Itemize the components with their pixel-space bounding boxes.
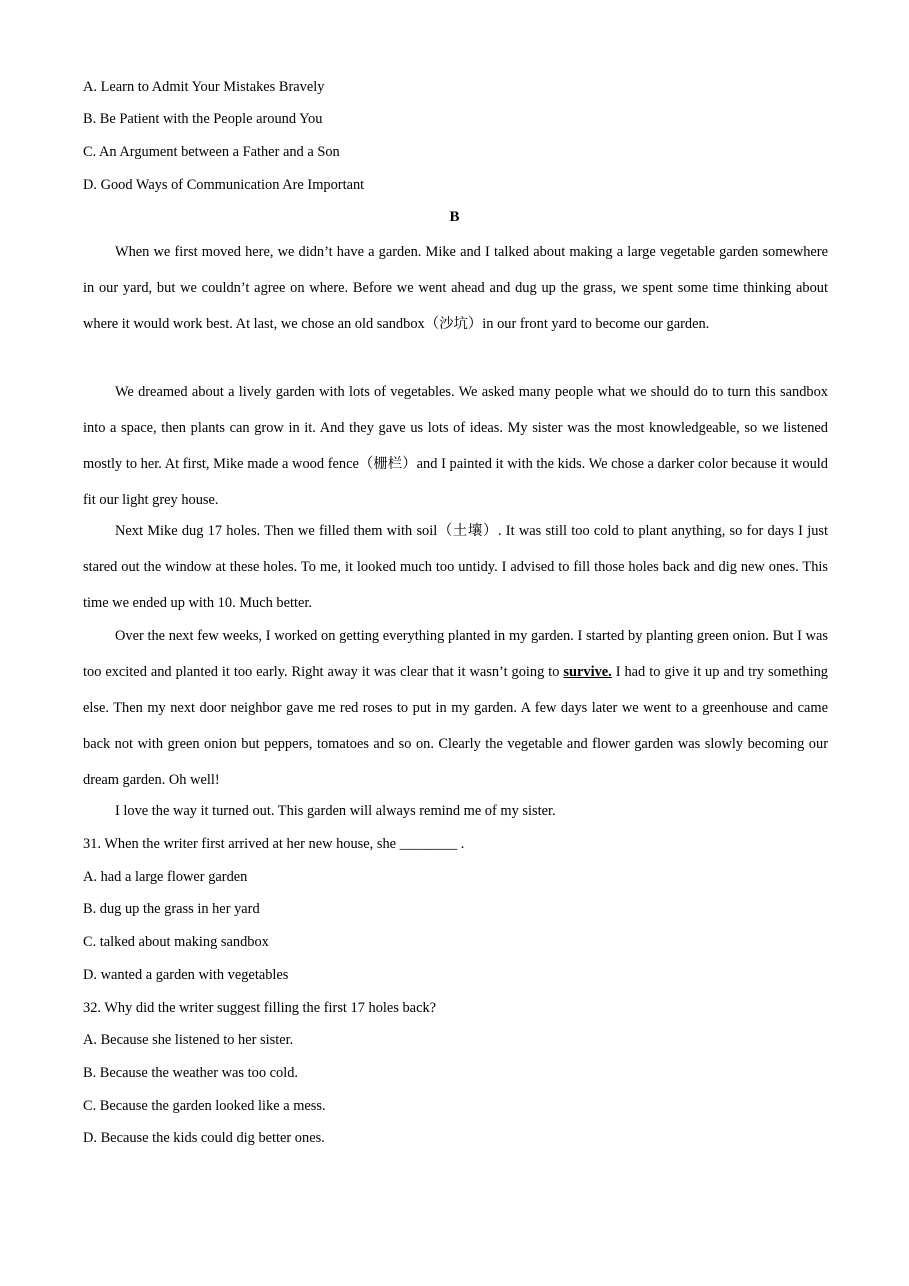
paragraph-4-text-before: Over the next few weeks, I worked on getting everything planted in my garden. I started by planting green onion. But I was too excited and planted it too early. Right away it was clear that it wasn’t going to <box>83 628 828 680</box>
passage-heading: B <box>449 209 460 225</box>
question-32-option-d: D. Because the kids could dig better ones. <box>83 1130 325 1146</box>
question-31-stem: 31. When the writer first arrived at her new house, she ________ . <box>83 836 465 852</box>
paragraph-4-text-after: I had to give it up and try something else. Then my next door neighbor gave me red roses to put in my garden. A few days later we went to a greenhouse and came back not with green onion but peppers, tomatoes and so on. Clearly the vegetable and flower garden was slowly becoming our dream garden. Oh well! <box>83 664 829 788</box>
question-31-option-d: D. wanted a garden with vegetables <box>83 967 289 983</box>
passage-paragraph-3: Next Mike dug 17 holes. Then we filled them with soil（土壤）. It was still too cold to plant anything, so for days I just stared out the window at these holes. To me, it looked much too untidy. I advised to fill those holes back and dig new ones. This time we ended up with 10. Much better. <box>83 523 828 611</box>
passage-paragraph-2: We dreamed about a lively garden with lots of vegetables. We asked many people what we should do to turn this sandbox into a space, then plants can grow in it. And they gave us lots of ideas. My sister was the most knowledgeable, so we listened mostly to her. At first, Mike made a wood fence（栅栏）and I painted it with the kids. We chose a darker color because it would fit our light grey house. <box>83 384 828 508</box>
option-d: D. Good Ways of Communication Are Important <box>83 177 365 193</box>
passage-paragraph-4 <box>83 618 828 798</box>
question-32-option-a: A. Because she listened to her sister. <box>83 1032 294 1048</box>
passage-paragraph-5: I love the way it turned out. This garden will always remind me of my sister. <box>115 803 556 819</box>
question-32-stem: 32. Why did the writer suggest filling the first 17 holes back? <box>83 1000 437 1016</box>
question-31-option-c: C. talked about making sandbox <box>83 934 269 950</box>
question-32-option-c: C. Because the garden looked like a mess. <box>83 1098 326 1114</box>
passage-paragraph-1: When we first moved here, we didn’t have a garden. Mike and I talked about making a large vegetable garden somewhere in our yard, but we couldn’t agree on where. Before we went ahead and dug up the grass, we spent some time thinking about where it would work best. At last, we chose an old sandbox（沙坑）in our front yard to become our garden. <box>83 244 828 332</box>
question-32-option-b: B. Because the weather was too cold. <box>83 1065 298 1081</box>
underlined-word-survive: survive. <box>563 664 612 680</box>
option-b: B. Be Patient with the People around You <box>83 111 323 127</box>
option-c: C. An Argument between a Father and a Son <box>83 144 340 160</box>
option-a: A. Learn to Admit Your Mistakes Bravely <box>83 79 325 95</box>
question-31-option-a: A. had a large flower garden <box>83 869 248 885</box>
question-31-option-b: B. dug up the grass in her yard <box>83 901 260 917</box>
